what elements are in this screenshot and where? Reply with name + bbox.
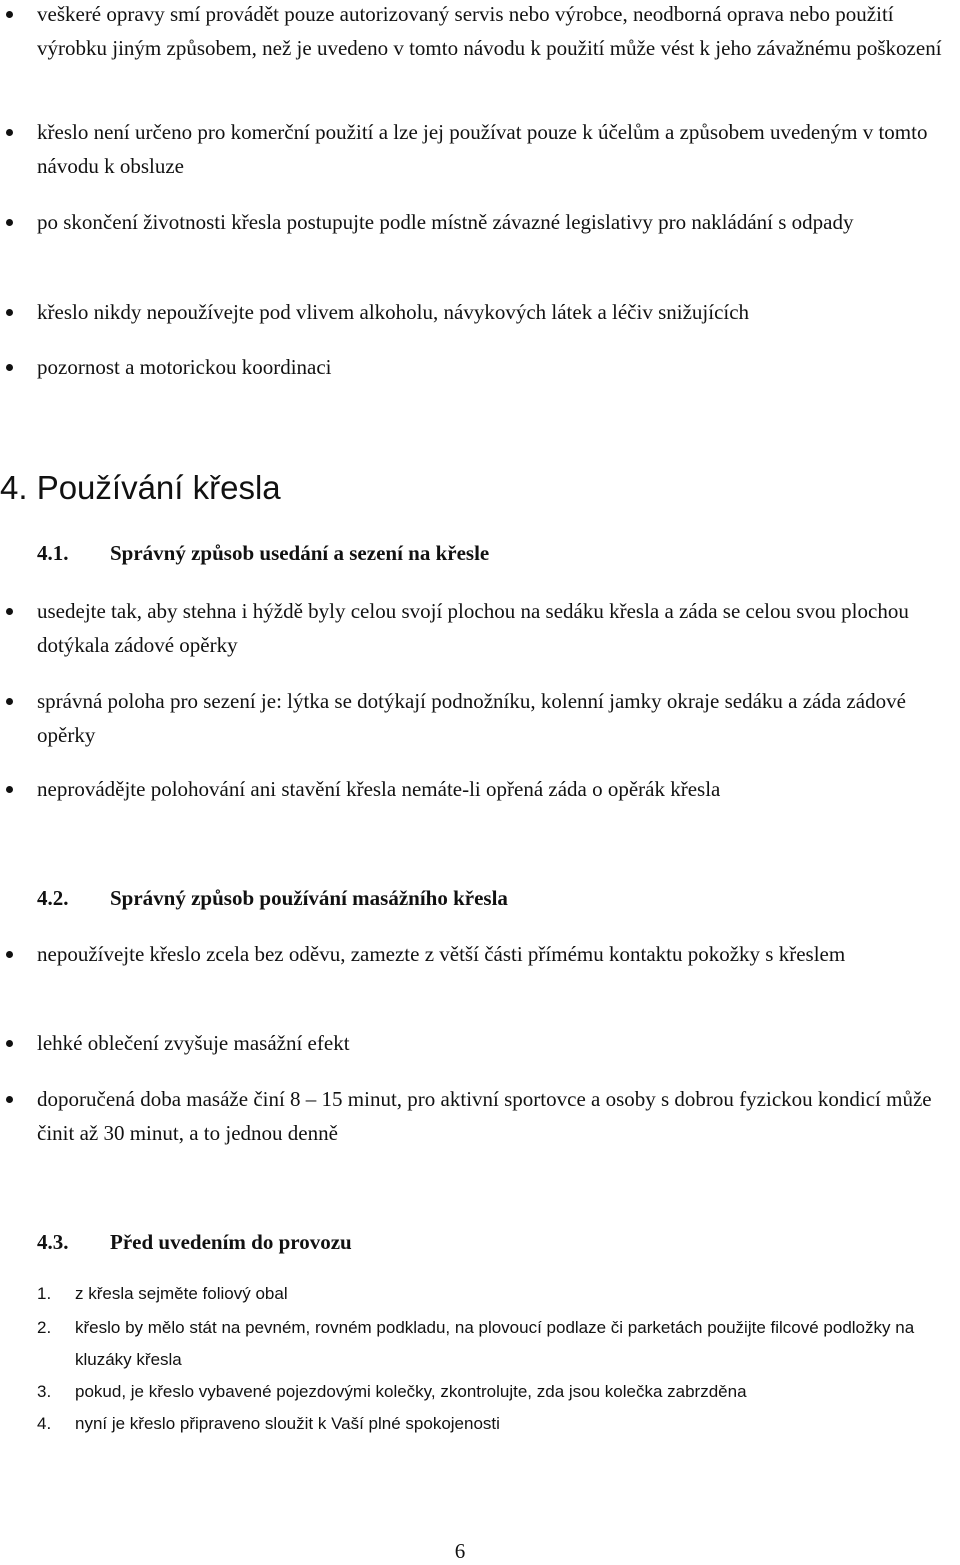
item-text: křeslo by mělo stát na pevném, rovném podkladu, na plovoucí podlaze či parketách použijte filcové podložky na kluzáky křesla: [75, 1318, 915, 1369]
ordered-list-item: [37, 1376, 937, 1408]
subsection-heading: [37, 1227, 352, 1257]
item-number: 4.: [37, 1414, 52, 1433]
subsection-heading: [37, 883, 508, 913]
item-text: nyní je křeslo připraveno sloužit k Vaší plné spokojenosti: [75, 1414, 500, 1433]
list-item: správná poloha pro sezení je: lýtka se dotýkají podnožníku, kolenní jamky okraje sedáku a záda zádové opěrky: [37, 684, 952, 752]
subsection-title: Správný způsob usedání a sezení na křesle: [110, 541, 490, 565]
item-number: 2.: [37, 1318, 52, 1337]
item-number: 3.: [37, 1382, 52, 1401]
list-item: křeslo nikdy nepoužívejte pod vlivem alkoholu, návykových látek a léčiv snižujících: [37, 295, 952, 329]
ordered-list-item: [37, 1278, 937, 1310]
item-text: z křesla sejměte foliový obal: [75, 1284, 288, 1303]
list-item: lehké oblečení zvyšuje masážní efekt: [37, 1026, 952, 1060]
item-text: pokud, je křeslo vybavené pojezdovými kolečky, zkontrolujte, zda jsou kolečka zabrzděna: [75, 1382, 747, 1401]
subsection-heading: [37, 538, 489, 568]
section-heading: 4. Používání křesla: [0, 469, 281, 506]
list-item: křeslo není určeno pro komerční použití a lze jej používat pouze k účelům a způsobem uvedeným v tomto návodu k obsluze: [37, 115, 952, 183]
list-item: pozornost a motorickou koordinaci: [37, 350, 952, 384]
list-item: doporučená doba masáže činí 8 – 15 minut, pro aktivní sportovce a osoby s dobrou fyzickou kondicí může činit až 30 minut, a to jednou denně: [37, 1082, 952, 1150]
list-item: usedejte tak, aby stehna i hýždě byly celou svojí plochou na sedáku křesla a záda se celou svou plochou dotýkala zádové opěrky: [37, 594, 952, 662]
list-item: nepoužívejte křeslo zcela bez oděvu, zamezte z větší části přímému kontaktu pokožky s křeslem: [37, 937, 952, 971]
subsection-title: Před uvedením do provozu: [110, 1230, 352, 1254]
subsection-number: 4.1.: [37, 541, 69, 565]
page-number: 6: [454, 1539, 466, 1563]
list-item: po skončení životnosti křesla postupujte podle místně závazné legislativy pro nakládání s odpady: [37, 205, 952, 239]
subsection-number: 4.2.: [37, 886, 69, 910]
list-item: veškeré opravy smí provádět pouze autorizovaný servis nebo výrobce, neodborná oprava nebo použití výrobku jiným způsobem, než je uvedeno v tomto návodu k použití může vést k jeho závažnému poškození: [37, 0, 952, 65]
subsection-title: Správný způsob používání masážního křesla: [110, 886, 508, 910]
subsection-number: 4.3.: [37, 1230, 69, 1254]
ordered-list-item: [37, 1408, 937, 1440]
item-number: 1.: [37, 1284, 52, 1303]
ordered-list-item: [37, 1312, 937, 1376]
list-item: neprovádějte polohování ani stavění křesla nemáte-li opřená záda o opěrák křesla: [37, 772, 952, 806]
